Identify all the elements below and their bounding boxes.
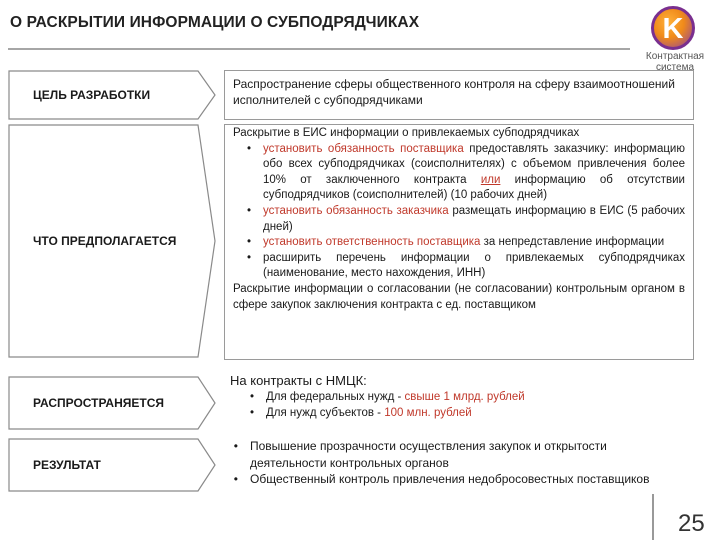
title-divider xyxy=(8,48,630,50)
proposal-label-arrow xyxy=(8,124,216,358)
bullet-dot: • xyxy=(246,251,251,264)
logo-line2: система xyxy=(655,62,695,73)
proposal-b1-tail: информацию об отсутствии субподрядчиков (соисполнителей) (10 рабочих дней) xyxy=(263,173,685,202)
proposal-b1-red: установить обязанность поставщика xyxy=(263,142,464,155)
scope-label: РАСПРОСТРАНЯЕТСЯ xyxy=(33,396,165,410)
bullet-dot: • xyxy=(233,472,238,486)
proposal-b1-ili: или xyxy=(480,173,501,186)
proposal-b2-red: установить обязанность заказчика xyxy=(263,204,449,217)
proposal-label: ЧТО ПРЕДПОЛАГАЕТСЯ xyxy=(33,234,177,248)
scope-heading: На контракты с НМЦК: xyxy=(230,373,367,388)
bullet-dot: • xyxy=(246,142,251,155)
bullet-dot: • xyxy=(249,406,254,419)
proposal-bullet-2 xyxy=(233,204,685,235)
logo-line1: Контрактная xyxy=(645,51,705,62)
scope-label-arrow xyxy=(8,376,216,430)
goal-text: Распространение сферы общественного контроля на сферу взаимоотношений исполнителей с субподрядчиками xyxy=(233,77,675,107)
proposal-outro: Раскрытие информации о согласовании (не согласовании) контрольным органом в сфере закупок заключения контракта с ед. поставщиком xyxy=(233,282,685,311)
proposal-bullet-4 xyxy=(233,251,685,282)
scope-bullet-1 xyxy=(230,390,686,406)
page-number: 25 xyxy=(678,510,705,537)
result-label-arrow xyxy=(8,438,216,492)
proposal-b3-red: установить ответственность поставщика xyxy=(263,236,481,249)
result-b2: Общественный контроль привлечения недобросовестных поставщиков xyxy=(250,472,650,486)
proposal-intro: Раскрытие в ЕИС информации о привлекаемых субподрядчиках xyxy=(233,127,580,139)
proposal-content xyxy=(224,124,694,360)
proposal-b2-text: размещать информацию в ЕИС (5 рабочих дней) xyxy=(263,204,685,233)
bullet-dot: • xyxy=(246,236,251,249)
goal-label: ЦЕЛЬ РАЗРАБОТКИ xyxy=(33,88,151,102)
logo xyxy=(633,3,717,71)
page-title: О РАСКРЫТИИ ИНФОРМАЦИИ О СУБПОДРЯДЧИКАХ xyxy=(10,14,420,31)
result-content xyxy=(224,434,694,508)
bullet-dot: • xyxy=(233,439,238,453)
proposal-b1-text: предоставлять заказчику: информацию обо всех субподрядчиках (соисполнителях) с объемом привлечения более 10% от заключенного контракта xyxy=(263,142,685,186)
scope-b1-text: Для федеральных нужд - xyxy=(266,391,405,403)
proposal-b4-text: расширить перечень информации о привлекаемых субподрядчиках (наименование, место нахождения, ИНН) xyxy=(263,251,685,280)
page-number-divider xyxy=(652,494,654,540)
result-b1: Повышение прозрачности осуществления закупок и открытости деятельности контрольных органов xyxy=(250,439,607,470)
result-bullet-2 xyxy=(224,471,686,488)
bullet-dot: • xyxy=(249,391,254,403)
result-bullet-1 xyxy=(224,438,686,471)
scope-bullet-2 xyxy=(230,406,686,422)
result-label: РЕЗУЛЬТАТ xyxy=(33,458,101,472)
bullet-dot: • xyxy=(246,204,251,217)
logo-letter: K xyxy=(662,13,684,45)
scope-b1-red: свыше 1 млрд. рублей xyxy=(404,391,525,403)
goal-content xyxy=(224,70,694,120)
proposal-bullet-3 xyxy=(233,235,685,251)
proposal-bullet-1 xyxy=(233,142,685,204)
goal-label-arrow xyxy=(8,70,216,120)
scope-b2-text: Для нужд субъектов - xyxy=(266,406,385,419)
proposal-b3-text: за непредставление информации xyxy=(480,236,665,249)
scope-b2-red: 100 млн. рублей xyxy=(384,406,472,419)
scope-content xyxy=(224,368,694,430)
logo-icon xyxy=(651,6,695,50)
